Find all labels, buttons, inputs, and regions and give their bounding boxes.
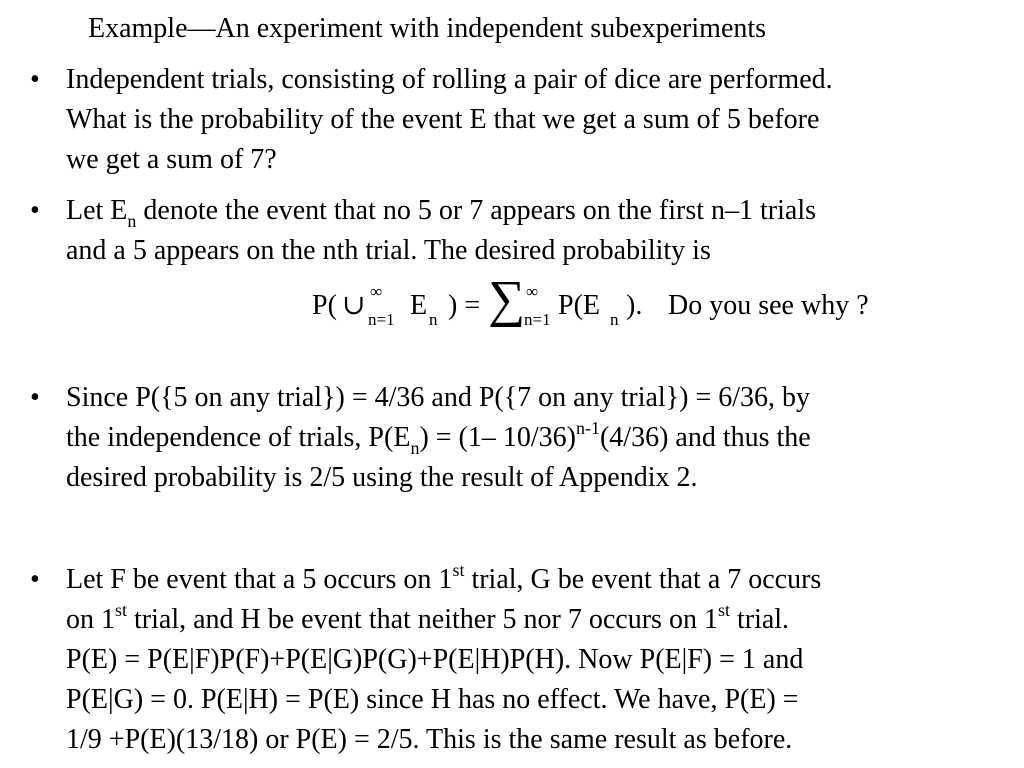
superscript: st <box>452 560 465 580</box>
subscript: n <box>127 211 137 231</box>
text-segment: Let E <box>66 195 128 226</box>
text-segment: trial, and H be event that neither 5 nor 7 occurs on 1 <box>127 604 718 635</box>
bullet-2-line-2: and a 5 appears on the nth trial. The desired probability is <box>66 235 711 266</box>
bullet-1-line-3: we get a sum of 7? <box>66 144 277 175</box>
formula-pe: P(E <box>558 290 600 321</box>
union-symbol: ∪ <box>342 290 366 321</box>
index-subscript: n=1 <box>524 310 551 329</box>
bullet-3-dot: • <box>30 382 40 413</box>
superscript: st <box>717 600 730 620</box>
formula-question: Do you see why ? <box>668 290 869 321</box>
text-segment: on 1 <box>66 604 115 635</box>
text-segment: (4/36) and thus the <box>599 422 811 453</box>
formula-close-dot: ). <box>626 290 643 321</box>
subscript: n <box>410 438 420 458</box>
bullet-3-line-3: desired probability is 2/5 using the result of Appendix 2. <box>66 462 698 493</box>
superscript: st <box>115 600 128 620</box>
text-segment: trial, G be event that a 7 occurs <box>464 564 822 595</box>
text-segment: Let F be event that a 5 occurs on 1 <box>66 564 453 595</box>
bullet-4-line-2 <box>66 600 789 642</box>
superscript: n-1 <box>575 418 600 438</box>
bullet-1-line-2: What is the probability of the event E that we get a sum of 5 before <box>66 104 820 135</box>
bullet-1-dot: • <box>30 64 40 95</box>
text-segment: the independence of trials, P(E <box>66 422 411 453</box>
formula-e: E <box>410 290 428 321</box>
text-segment: denote the event that no 5 or 7 appears on the first n–1 trials <box>136 195 817 226</box>
bullet-1-line-1: Independent trials, consisting of rolling a pair of dice are performed. <box>66 64 833 95</box>
subscript: n <box>429 310 438 329</box>
bullet-4-line-3: P(E) = P(E|F)P(F)+P(E|G)P(G)+P(E|H)P(H). Now P(E|F) = 1 and <box>66 644 804 675</box>
bullet-4-line-1 <box>66 560 821 602</box>
formula-p-open: P( <box>312 290 337 321</box>
index-subscript: n=1 <box>368 310 395 329</box>
bullet-2-dot: • <box>30 195 40 226</box>
slide-title: Example—An experiment with independent subexperiments <box>88 13 767 44</box>
bullet-4-line-5: 1/9 +P(E)(13/18) or P(E) = 2/5. This is the same result as before. <box>66 724 793 755</box>
formula-close-equals: ) = <box>448 290 481 321</box>
bullet-3-line-1: Since P({5 on any trial}) = 4/36 and P({7 on any trial}) = 6/36, by <box>66 382 811 413</box>
infinity-superscript: ∞ <box>370 282 383 301</box>
text-segment: trial. <box>729 604 790 635</box>
text-segment: ) = (1– 10/36) <box>419 422 576 453</box>
summation-symbol: ∑ <box>488 271 526 328</box>
infinity-superscript: ∞ <box>526 282 539 301</box>
bullet-2-line-1 <box>66 191 816 233</box>
subscript: n <box>610 310 619 329</box>
bullet-4-dot: • <box>30 564 40 595</box>
bullet-4-line-4: P(E|G) = 0. P(E|H) = P(E) since H has no effect. We have, P(E) = <box>66 684 799 715</box>
probability-formula <box>312 271 932 338</box>
bullet-3-line-2 <box>66 418 811 460</box>
